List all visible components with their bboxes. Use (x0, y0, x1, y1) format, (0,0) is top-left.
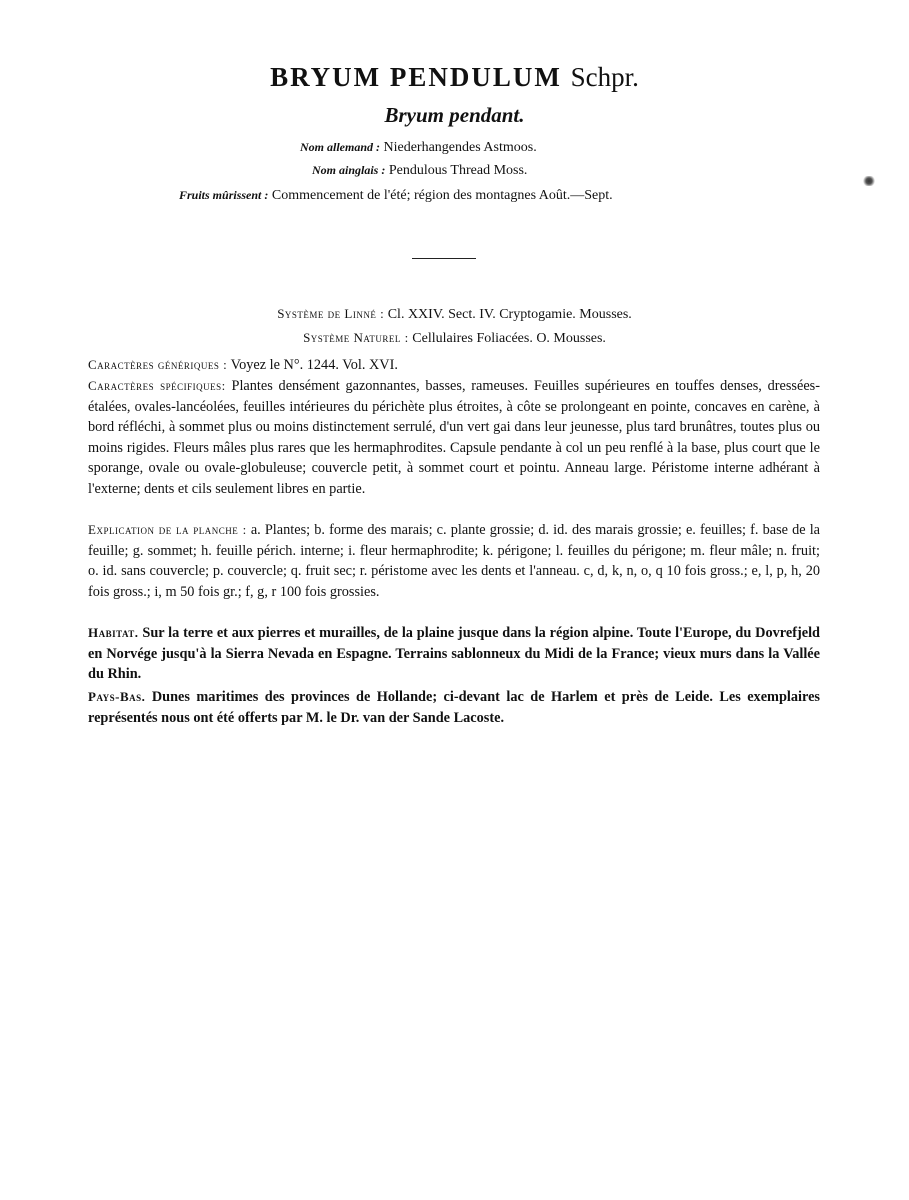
habitat-label: Habitat. (88, 625, 139, 640)
title-text: BRYUM PENDULUM (270, 62, 562, 92)
english-name-line (312, 163, 527, 179)
natural-system-value: Cellulaires Foliacées. O. Mousses. (412, 331, 606, 346)
section-divider (412, 258, 476, 259)
netherlands-text: Dunes maritimes des provinces de Hollande; ci-devant lac de Harlem et près de Leide. Les exemplaires représentés nous ont été offerts par M. le Dr. van der Sande Lacoste. (88, 689, 820, 726)
linne-system-line (0, 306, 909, 323)
fruit-season-line (179, 188, 613, 204)
generic-characters-label: Caractères génériques : (88, 357, 228, 372)
plate-explanation-label: Explication de la planche : (88, 522, 247, 537)
english-name-label: Nom ainglais : (312, 163, 386, 177)
specific-characters (88, 376, 820, 499)
specific-characters-label: Caractères spécifiques: (88, 378, 226, 393)
english-name-value: Pendulous Thread Moss. (388, 163, 528, 178)
page-subtitle: Bryum pendant. (384, 103, 525, 127)
linne-system-label: Système de Linné : (277, 306, 385, 321)
fruit-season-label: Fruits mûrissent : (179, 188, 269, 202)
generic-characters-value: Voyez le N°. 1244. Vol. XVI. (230, 357, 398, 373)
plate-explanation (88, 520, 820, 602)
natural-system-label: Système Naturel : (303, 330, 409, 345)
german-name-value: Niederhangendes Astmoos. (383, 140, 537, 155)
habitat-paragraph (88, 623, 820, 685)
page-title (0, 62, 909, 93)
netherlands-label: Pays-Bas. (88, 689, 146, 704)
title-author: Schpr. (570, 62, 639, 92)
linne-system-value: Cl. XXIV. Sect. IV. Cryptogamie. Mousses. (387, 307, 632, 322)
specific-characters-text: Plantes densément gazonnantes, basses, rameuses. Feuilles supérieures en touffes denses, dressées-étalées, ovales-lancéolées, feuilles intérieures du périchète plus étroites, à côte se prolongeant en pointe, concaves en carène, à bord réfléchi, à sommet plus ou moins distinctement serrulé, d'un vert gai dans leur jeunesse, plus tard brunâtres, toutes plus ou moins rigides. Fleurs mâles plus rares que les hermaphrodites. Capsule pendante à col un peu renflé à la base, plus court que le sporange, ovale ou ovale-globuleuse; couvercle petit, à sommet court et pointu. Anneau large. Péristome interne adhérant à l'externe; dents et cils seulement libres en partie. (88, 378, 820, 497)
natural-system-line (0, 330, 909, 347)
generic-characters (88, 355, 820, 376)
ink-smudge (862, 176, 876, 186)
netherlands-paragraph (88, 687, 820, 728)
german-name-label: Nom allemand : (300, 140, 380, 154)
plate-explanation-text: a. Plantes; b. forme des marais; c. plante grossie; d. id. des marais grossie; e. feuilles; f. base de la feuille; g. sommet; h. feuille périch. interne; i. fleur hermaphrodite; k. périgone; l. feuilles du périgone; m. fleur mâle; n. fruit; o. id. sans couvercle; p. couvercle; q. fruit sec; r. péristome avec les dents et l'anneau. c, d, k, n, o, q 10 fois gross.; e, l, p, h, 20 fois gross.; i, m 50 fois gr.; f, g, r 100 fois grossies. (88, 522, 821, 600)
fruit-season-value: Commencement de l'été; région des montagnes Août.—Sept. (271, 188, 613, 203)
german-name-line (300, 140, 537, 156)
habitat-text: Sur la terre et aux pierres et murailles, de la plaine jusque dans la région alpine. Toute l'Europe, du Dovrefjeld en Norvége jusqu'à la Sierra Nevada en Espagne. Terrains sablonneux du Midi de la France; vieux murs dans la Vallée du Rhin. (88, 625, 820, 682)
